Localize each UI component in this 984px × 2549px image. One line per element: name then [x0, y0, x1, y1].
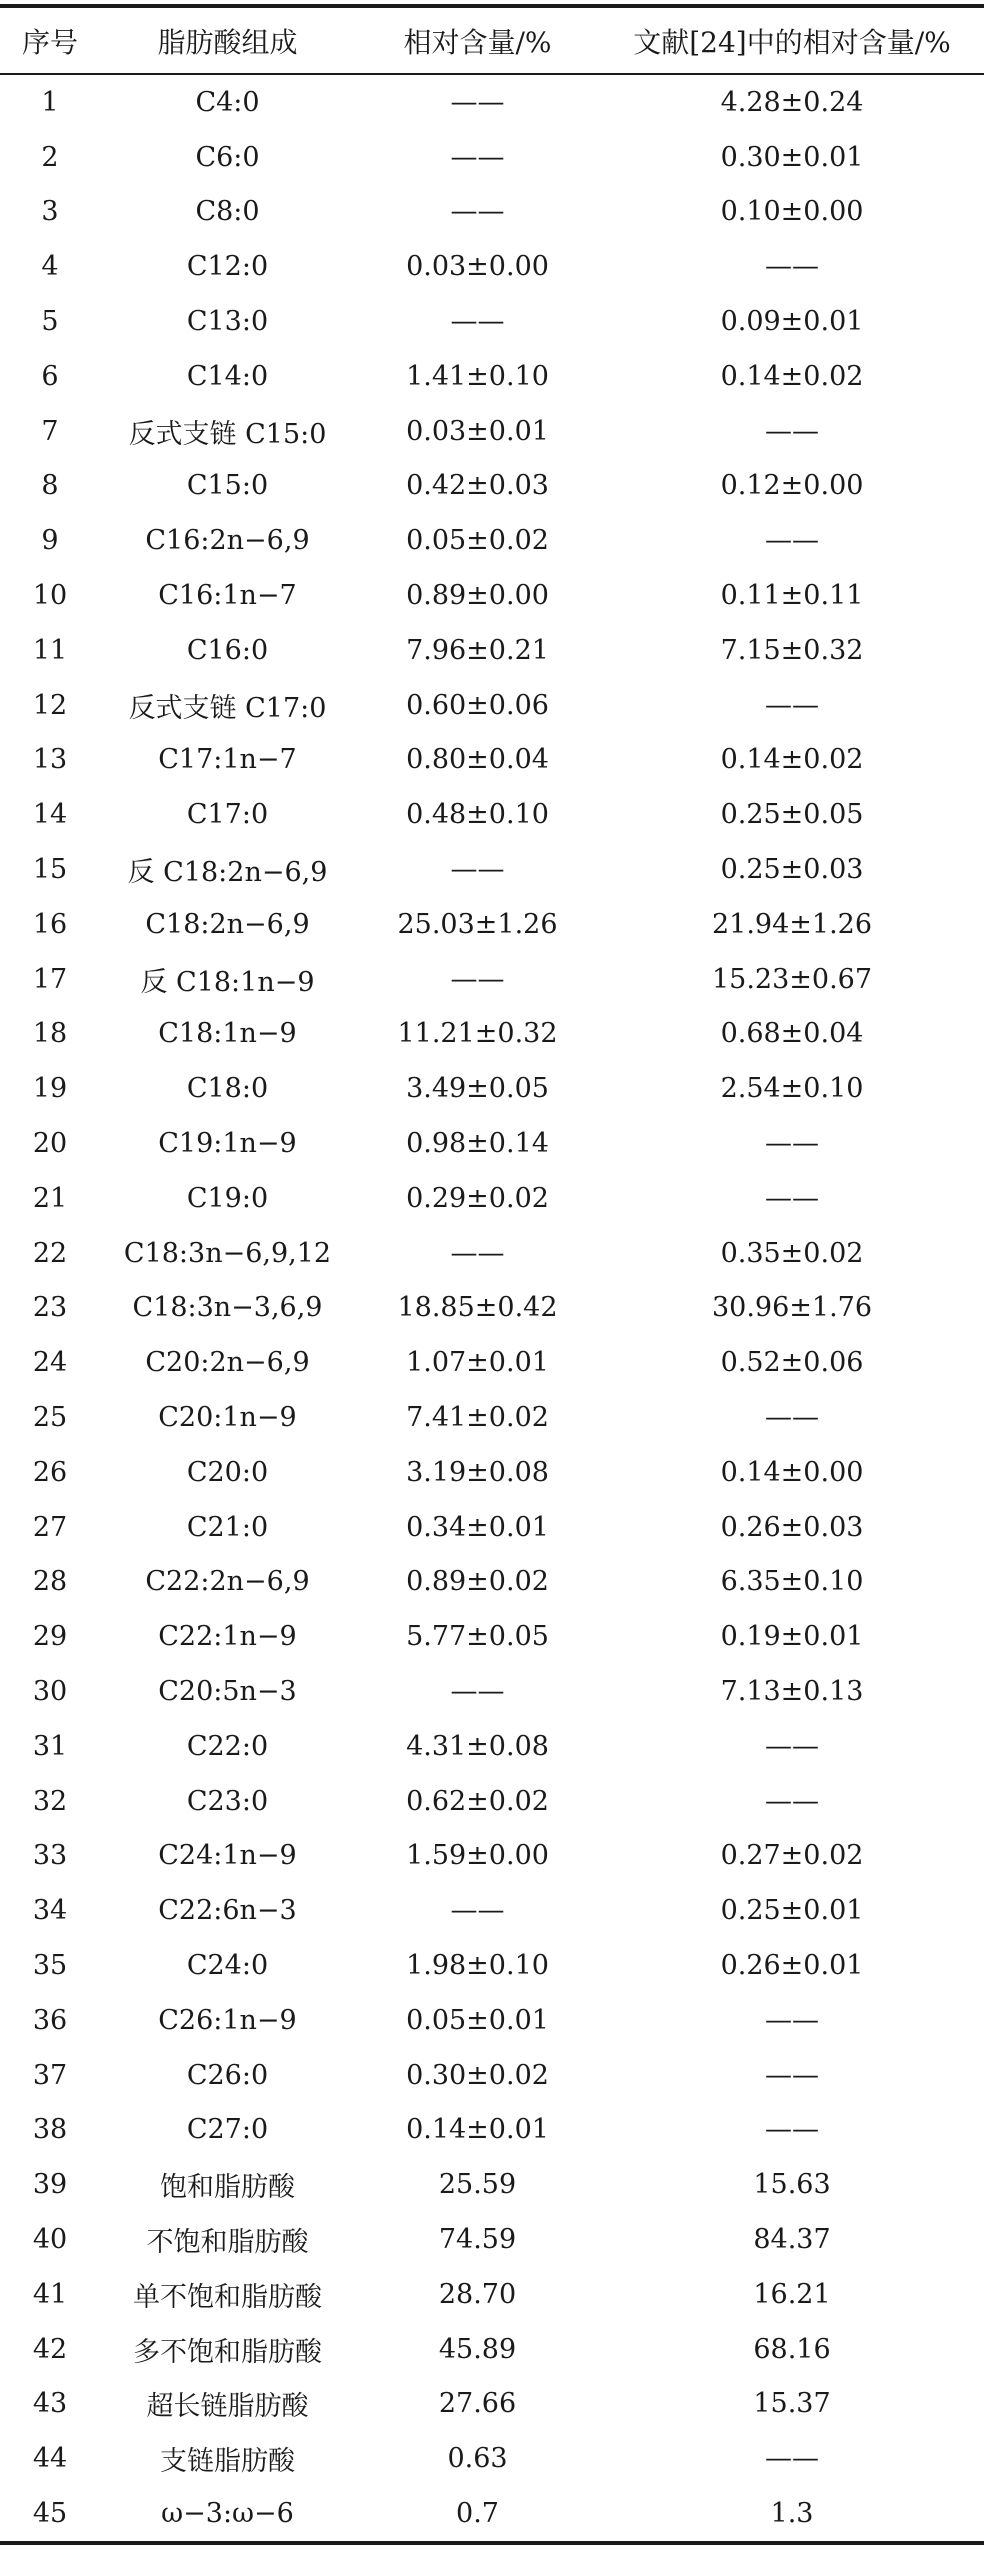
cell-index: 38: [32, 2114, 68, 2146]
cell-relative-content: ——: [450, 963, 505, 995]
cell-relative-content: 7.96±0.21: [406, 634, 549, 666]
cell-reference-content: 0.35±0.02: [720, 1237, 864, 1269]
cell-reference-content: 0.68±0.04: [720, 1018, 864, 1050]
cell-relative-content: 1.41±0.10: [406, 360, 549, 392]
table-row: [0, 2376, 984, 2431]
cell-reference-content: 30.96±1.76: [711, 1292, 873, 1324]
cell-index: 8: [41, 470, 59, 502]
cell-index: 9: [41, 525, 59, 557]
cell-composition: C23:0: [186, 1785, 269, 1817]
table-row: [0, 1774, 984, 1829]
cell-index: 4: [41, 251, 59, 283]
cell-composition: C26:1n−9: [158, 2004, 297, 2036]
cell-relative-content: ——: [450, 141, 505, 173]
cell-reference-content: 0.09±0.01: [720, 306, 864, 338]
cell-index: 7: [41, 415, 59, 447]
cell-reference-content: 0.26±0.01: [720, 1949, 864, 1981]
cell-reference-content: 2.54±0.10: [720, 1073, 864, 1105]
table-row: [0, 1938, 984, 1993]
cell-index: 29: [32, 1621, 68, 1653]
cell-relative-content: 45.89: [438, 2333, 517, 2365]
table-row: [0, 130, 984, 185]
cell-index: 28: [32, 1566, 68, 1598]
cell-reference-content: ——: [765, 251, 819, 283]
cell-relative-content: 74.59: [438, 2223, 517, 2255]
cell-relative-content: 0.60±0.06: [406, 689, 549, 721]
cell-index: 19: [32, 1073, 68, 1105]
table-row: [0, 2212, 984, 2267]
cell-reference-content: 0.11±0.11: [720, 580, 864, 612]
cell-index: 12: [32, 689, 68, 721]
table-row: [0, 1883, 984, 1938]
cell-index: 3: [41, 196, 59, 228]
table-row: [0, 568, 984, 623]
cell-reference-content: 0.25±0.03: [720, 854, 864, 886]
cell-index: 6: [41, 360, 59, 392]
table-row: [0, 678, 984, 733]
cell-index: 25: [32, 1402, 68, 1434]
cell-index: 30: [32, 1676, 68, 1707]
table-header: [0, 8, 984, 73]
cell-relative-content: 0.42±0.03: [406, 470, 549, 502]
cell-composition: C17:1n−7: [158, 744, 297, 776]
table-row: [0, 513, 984, 568]
table-row: [0, 1281, 984, 1336]
table-row: [0, 2322, 984, 2377]
cell-reference-content: ——: [765, 1402, 819, 1434]
cell-relative-content: 0.63: [447, 2443, 508, 2475]
cell-index: 35: [32, 1949, 68, 1981]
cell-relative-content: 0.98±0.14: [406, 1128, 549, 1160]
cell-composition: C15:0: [186, 470, 269, 502]
cell-relative-content: 0.89±0.02: [406, 1566, 549, 1598]
cell-index: 44: [32, 2443, 68, 2475]
table-row: [0, 1664, 984, 1719]
cell-relative-content: 0.89±0.00: [406, 580, 549, 612]
cell-relative-content: 4.31±0.08: [406, 1730, 549, 1762]
cell-reference-content: ——: [765, 1730, 819, 1762]
header-reference-content: 文献[24]中的相对含量/%: [633, 25, 951, 59]
cell-index: 23: [32, 1292, 68, 1324]
cell-composition: C20:2n−6,9: [145, 1347, 310, 1379]
cell-relative-content: 5.77±0.05: [406, 1621, 549, 1653]
table-row: [0, 952, 984, 1007]
table-row: [0, 787, 984, 842]
cell-index: 31: [32, 1730, 68, 1762]
cell-index: 17: [32, 963, 68, 995]
table-row: [0, 349, 984, 404]
cell-relative-content: ——: [450, 306, 505, 338]
table-row: [0, 1555, 984, 1610]
cell-relative-content: ——: [450, 854, 505, 886]
table-row: [0, 185, 984, 240]
cell-composition: C16:2n−6,9: [145, 525, 310, 557]
cell-reference-content: 0.14±0.02: [720, 360, 864, 392]
cell-index: 10: [32, 580, 68, 612]
cell-reference-content: ——: [765, 1182, 819, 1214]
table-row: [0, 404, 984, 459]
cell-composition: C14:0: [186, 360, 269, 392]
cell-composition: C18:3n−3,6,9: [132, 1292, 323, 1324]
cell-relative-content: 0.05±0.02: [406, 525, 549, 557]
cell-composition: C22:1n−9: [158, 1621, 297, 1653]
cell-index: 1: [41, 86, 59, 118]
cell-composition: C21:0: [186, 1511, 269, 1543]
cell-reference-content: 15.37: [753, 2388, 831, 2420]
cell-reference-content: ——: [765, 1128, 819, 1160]
cell-composition: C22:0: [186, 1730, 269, 1762]
cell-index: 14: [32, 799, 68, 831]
cell-composition: 反 C18:2n−6,9: [127, 857, 328, 889]
cell-index: 42: [32, 2333, 68, 2365]
cell-composition: 多不饱和脂肪酸: [133, 2336, 322, 2368]
cell-composition: C26:0: [186, 2059, 269, 2091]
header-composition: 脂肪酸组成: [157, 25, 298, 59]
cell-relative-content: 27.66: [438, 2388, 517, 2420]
cell-index: 36: [32, 2004, 68, 2036]
cell-relative-content: 1.07±0.01: [406, 1347, 549, 1379]
cell-relative-content: ——: [450, 196, 505, 228]
cell-relative-content: 0.30±0.02: [406, 2059, 549, 2091]
cell-reference-content: ——: [765, 415, 819, 447]
cell-composition: C12:0: [186, 251, 269, 283]
cell-relative-content: 3.49±0.05: [406, 1073, 549, 1105]
cell-reference-content: 84.37: [753, 2223, 831, 2255]
cell-relative-content: ——: [450, 1676, 505, 1707]
cell-reference-content: 0.30±0.01: [720, 141, 864, 173]
cell-index: 13: [32, 744, 68, 776]
cell-index: 40: [32, 2223, 68, 2255]
cell-composition: 反式支链 C17:0: [128, 692, 327, 724]
cell-composition: C19:0: [186, 1182, 269, 1214]
cell-composition: 超长链脂肪酸: [146, 2391, 309, 2423]
cell-composition: C27:0: [186, 2114, 269, 2146]
table-row: [0, 2267, 984, 2322]
cell-index: 5: [41, 306, 59, 338]
cell-composition: 支链脂肪酸: [160, 2446, 295, 2478]
cell-index: 22: [32, 1237, 68, 1269]
cell-relative-content: ——: [450, 86, 505, 118]
cell-index: 26: [32, 1456, 68, 1488]
cell-reference-content: ——: [765, 2443, 819, 2475]
cell-relative-content: 25.59: [438, 2169, 517, 2201]
cell-index: 24: [32, 1347, 68, 1379]
cell-reference-content: 16.21: [753, 2278, 831, 2310]
cell-relative-content: 25.03±1.26: [397, 908, 558, 940]
cell-reference-content: 0.25±0.01: [720, 1895, 864, 1927]
cell-reference-content: ——: [765, 2004, 819, 2036]
cell-reference-content: 15.23±0.67: [711, 963, 873, 995]
cell-reference-content: 7.13±0.13: [720, 1676, 864, 1707]
table-row: [0, 1226, 984, 1281]
table-row: [0, 1335, 984, 1390]
cell-reference-content: 21.94±1.26: [711, 908, 873, 940]
cell-reference-content: 4.28±0.24: [720, 86, 864, 118]
cell-reference-content: 0.14±0.00: [720, 1456, 864, 1488]
table-row: [0, 842, 984, 897]
bottom-rule: [0, 2541, 984, 2545]
table-row: [0, 623, 984, 678]
table-row: [0, 1390, 984, 1445]
cell-reference-content: 0.26±0.03: [720, 1511, 864, 1543]
cell-relative-content: 0.03±0.00: [406, 251, 549, 283]
cell-reference-content: ——: [765, 525, 819, 557]
cell-composition: C18:3n−6,9,12: [123, 1237, 332, 1269]
cell-index: 15: [32, 854, 68, 886]
cell-composition: C16:1n−7: [158, 580, 297, 612]
cell-reference-content: ——: [765, 689, 819, 721]
cell-composition: C20:5n−3: [158, 1676, 297, 1707]
cell-reference-content: ——: [765, 1785, 819, 1817]
cell-index: 32: [32, 1785, 68, 1817]
table-row: [0, 1500, 984, 1555]
cell-relative-content: 7.41±0.02: [406, 1402, 549, 1434]
table-row: [0, 1007, 984, 1062]
cell-composition: ω−3:ω−6: [161, 2497, 294, 2529]
cell-composition: C20:1n−9: [158, 1402, 297, 1434]
table-row: [0, 1609, 984, 1664]
cell-reference-content: 6.35±0.10: [720, 1566, 864, 1598]
cell-reference-content: 0.25±0.05: [720, 799, 864, 831]
cell-composition: C20:0: [186, 1456, 269, 1488]
cell-composition: 反式支链 C15:0: [128, 418, 327, 450]
table-row: [0, 733, 984, 788]
cell-index: 27: [32, 1511, 68, 1543]
cell-reference-content: 68.16: [753, 2333, 831, 2365]
cell-index: 11: [32, 634, 68, 666]
cell-index: 39: [32, 2169, 68, 2201]
cell-relative-content: 1.98±0.10: [406, 1949, 549, 1981]
table-row: [0, 239, 984, 294]
cell-reference-content: 0.12±0.00: [720, 470, 864, 502]
table-row: [0, 1116, 984, 1171]
cell-relative-content: ——: [450, 1237, 505, 1269]
cell-index: 20: [32, 1128, 68, 1160]
cell-reference-content: ——: [765, 2114, 819, 2146]
cell-composition: 单不饱和脂肪酸: [133, 2281, 322, 2313]
table-row: [0, 1993, 984, 2048]
table-row: [0, 1061, 984, 1116]
cell-composition: C24:0: [186, 1949, 269, 1981]
cell-relative-content: 0.62±0.02: [406, 1785, 549, 1817]
cell-composition: C8:0: [195, 196, 260, 228]
cell-composition: C4:0: [195, 86, 260, 118]
cell-index: 18: [32, 1018, 68, 1050]
cell-composition: C18:0: [186, 1073, 269, 1105]
cell-relative-content: ——: [450, 1895, 505, 1927]
table-row: [0, 2102, 984, 2157]
cell-composition: C19:1n−9: [158, 1128, 297, 1160]
cell-reference-content: 15.63: [753, 2169, 831, 2201]
cell-composition: C6:0: [195, 141, 260, 173]
header-relative-content: 相对含量/%: [403, 25, 552, 59]
table-row: [0, 75, 984, 130]
header-index: 序号: [21, 25, 78, 59]
cell-reference-content: 0.52±0.06: [720, 1347, 864, 1379]
cell-index: 43: [32, 2388, 68, 2420]
table-row: [0, 2157, 984, 2212]
cell-relative-content: 0.80±0.04: [406, 744, 549, 776]
cell-relative-content: 0.03±0.01: [406, 415, 549, 447]
cell-reference-content: 0.14±0.02: [720, 744, 864, 776]
cell-index: 33: [32, 1840, 68, 1872]
cell-index: 21: [32, 1182, 68, 1214]
cell-composition: 反 C18:1n−9: [140, 966, 315, 998]
cell-composition: C22:2n−6,9: [145, 1566, 310, 1598]
cell-index: 34: [32, 1895, 68, 1927]
cell-relative-content: 11.21±0.32: [397, 1018, 558, 1050]
cell-relative-content: 0.05±0.01: [406, 2004, 549, 2036]
cell-relative-content: 0.7: [456, 2497, 499, 2529]
table-row: [0, 1445, 984, 1500]
table-row: [0, 897, 984, 952]
cell-composition: C22:6n−3: [158, 1895, 297, 1927]
cell-relative-content: 1.59±0.00: [406, 1840, 549, 1872]
cell-composition: C18:2n−6,9: [145, 908, 310, 940]
cell-relative-content: 18.85±0.42: [397, 1292, 558, 1324]
cell-composition: C24:1n−9: [158, 1840, 297, 1872]
cell-relative-content: 0.14±0.01: [406, 2114, 549, 2146]
table-row: [0, 1829, 984, 1884]
cell-index: 45: [32, 2497, 68, 2529]
cell-composition: C18:1n−9: [158, 1018, 297, 1050]
cell-reference-content: 0.10±0.00: [720, 196, 864, 228]
table-row: [0, 2431, 984, 2486]
cell-composition: C13:0: [186, 306, 269, 338]
table-row: [0, 2048, 984, 2103]
cell-index: 37: [32, 2059, 68, 2091]
cell-reference-content: ——: [765, 2059, 819, 2091]
cell-relative-content: 28.70: [438, 2278, 517, 2310]
cell-index: 2: [41, 141, 59, 173]
cell-reference-content: 7.15±0.32: [720, 634, 864, 666]
cell-index: 41: [32, 2278, 68, 2310]
cell-composition: 不饱和脂肪酸: [146, 2226, 309, 2258]
cell-relative-content: 0.48±0.10: [406, 799, 549, 831]
table-row: [0, 2486, 984, 2541]
cell-reference-content: 1.3: [770, 2497, 814, 2529]
cell-relative-content: 0.29±0.02: [406, 1182, 549, 1214]
cell-relative-content: 0.34±0.01: [406, 1511, 549, 1543]
cell-index: 16: [32, 908, 68, 940]
cell-reference-content: 0.27±0.02: [720, 1840, 864, 1872]
table-body: [0, 75, 984, 2541]
cell-relative-content: 3.19±0.08: [406, 1456, 549, 1488]
table-row: [0, 1171, 984, 1226]
table-row: [0, 459, 984, 514]
table-row: [0, 1719, 984, 1774]
cell-composition: C16:0: [186, 634, 269, 666]
cell-composition: 饱和脂肪酸: [160, 2172, 295, 2204]
cell-composition: C17:0: [186, 799, 269, 831]
cell-reference-content: 0.19±0.01: [720, 1621, 864, 1653]
table-row: [0, 294, 984, 349]
